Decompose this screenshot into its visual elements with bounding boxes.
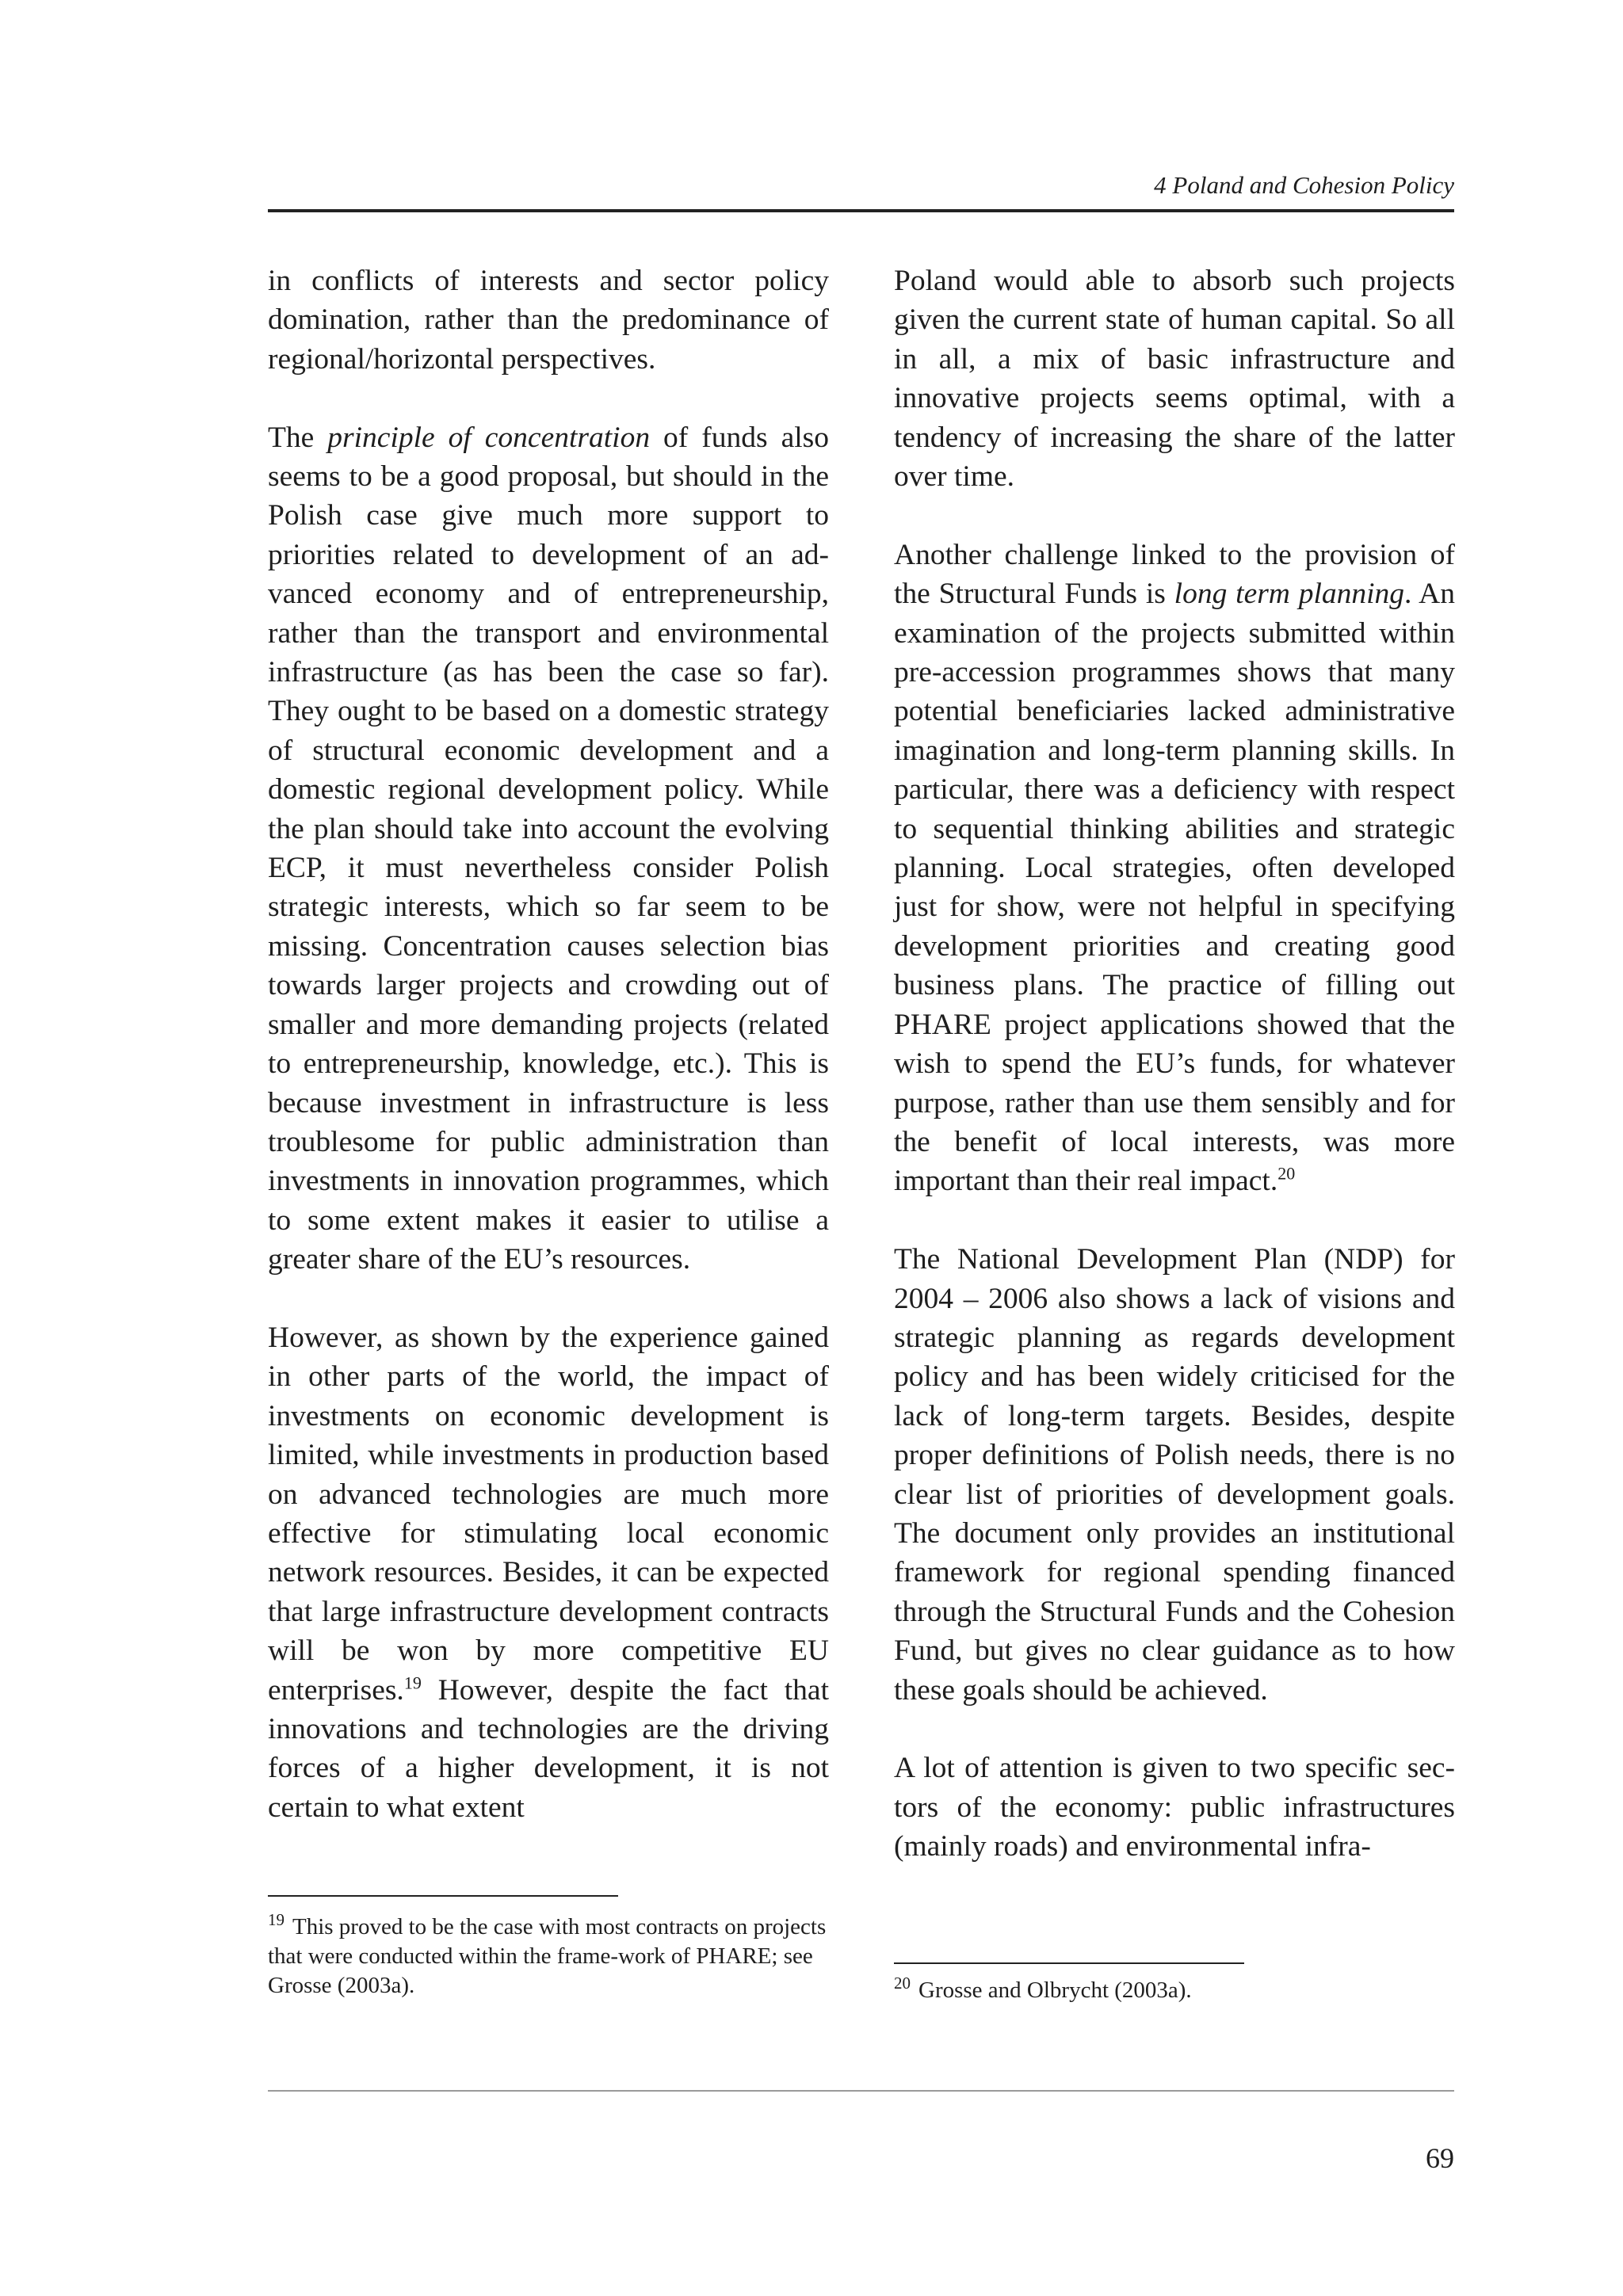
paragraph: in conflicts of interests and sector policy domination, rather than the predominance of regional/horizontal perspectives.	[268, 265, 829, 376]
footnote-rule	[894, 1962, 1244, 1964]
paragraph: The National Development Plan (NDP) for 2004 – 2006 also shows a lack of visions and strategic planning as regards development policy and has been widely criticised for the lack of long-term targets. Besides, despite proper definitions of Polish needs, there is no clear list of priorities of development goals. The document only provides an institutional framework for regional spending financed through the Structural Funds and the Cohesion Fund, but gives no clear guidance as to how these goals should be achieved.	[894, 1243, 1455, 1707]
running-header: 4 Poland and Cohesion Policy	[1154, 171, 1454, 199]
footnote-rule	[268, 1895, 618, 1897]
page-number: 69	[1426, 2142, 1454, 2174]
footnote-ref[interactable]: 19	[403, 1672, 422, 1693]
paragraph: The principle of concentration of funds also seems to be a good proposal, but should in the Polish case give much more support to priorities related to development of an advanced economy and of entrepreneurship, rather than the transport and environmental infrastructure (as has been the case so far). They ought to be based on a domestic strategy of structural economic development and a domestic regional development policy. While the plan should take into account the evolving ECP, it must nevertheless consider Polish strategic interests, which so far seem to be missing. Concentration causes selection bias towards larger projects and crowding out of smaller and more demanding projects (related to entrepreneurship, knowledge, etc.). This is because investment in infrastructure is less troublesome for public administration than investments in innovation programmes, which to some extent makes it easier to utilise a greater share of the EU’s resources.	[268, 421, 829, 1276]
left-column	[268, 261, 829, 1827]
paragraph: A lot of attention is given to two specific sectors of the economy: public infrastructures (mainly roads) and environmental infra-	[894, 1752, 1455, 1863]
footer-rule	[268, 2090, 1454, 2092]
footnote-20: $^{20}$ Grosse and Olbrycht (2003a).	[894, 1974, 1192, 2003]
emphasis: principle of concentration	[327, 421, 651, 454]
right-column	[894, 261, 1455, 1867]
footnote-19: $^{19}$ This proved to be the case with most contracts on projects that were conducted within the frame-work of PHARE; see Grosse (2003a).	[268, 1910, 827, 1998]
paragraph: Poland would able to absorb such projects given the current state of human capital. So all in all, a mix of basic infrastructure and innovative projects seems optimal, with a tendency of increasing the share of the latter over time.	[894, 265, 1455, 494]
paragraph: However, as shown by the experience gained in other parts of the world, the impact of investments on economic development is limited, while investments in production based on advanced technologies are much more effective for stimulating local economic network resources. Besides, it can be expected that large infrastructure development contracts will be won by more competitive EU enterprises.$^{19}$ However, despite the fact that innovations and technologies are the driving forces of a higher development, it is not certain to what extent	[268, 1321, 829, 1824]
header-rule	[268, 209, 1454, 212]
emphasis: long term planning	[1174, 578, 1405, 611]
paragraph: Another challenge linked to the provision of the Structural Funds is long term planning. An examination of the projects submitted within pre-accession programmes shows that many potential beneficiaries lacked administrative imagination and long-term planning skills. In particular, there was a deficiency with respect to sequential thinking abilities and strategic planning. Local strategies, often developed just for show, were not helpful in specifying development priorities and creating good business plans. The practice of filling out PHARE project applications showed that the wish to spend the EU’s funds, for whatever purpose, rather than use them sensibly and for the benefit of local interests, was more important than their real impact.$^{20}$	[894, 538, 1455, 1198]
footnote-ref[interactable]: 20	[1277, 1163, 1296, 1184]
